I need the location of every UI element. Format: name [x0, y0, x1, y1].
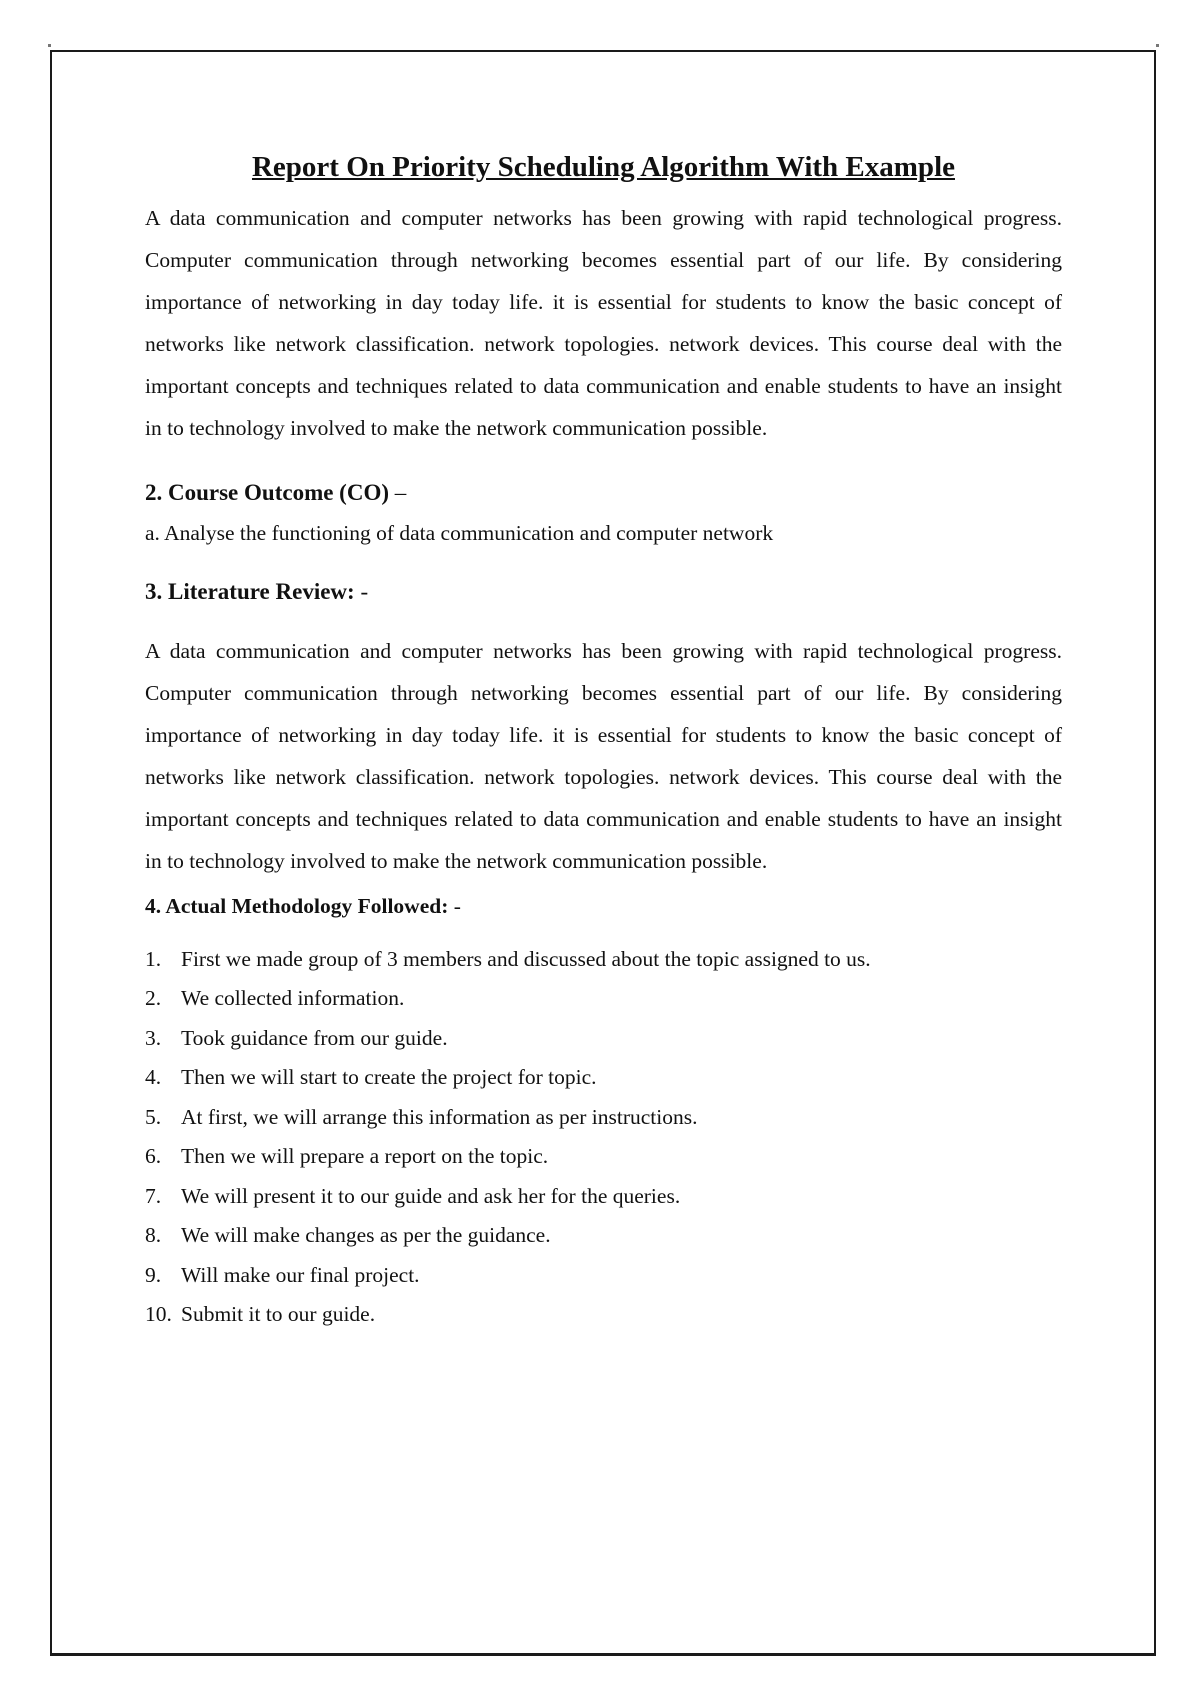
corner-mark-top-right	[1156, 44, 1159, 47]
course-outcome-heading-suffix: –	[389, 479, 407, 505]
intro-paragraph: A data communication and computer networks has been growing with rapid technological progress. Computer communication through networking becomes essential part of our life. By considering importance of networking in day today life. it is essential for students to know the basic concept of networks like network classification. network topologies. network devices. This course deal with the important concepts and techniques related to data communication and enable students to have an insight in to technology involved to make the network communication possible.	[145, 205, 1062, 440]
step-text: First we made group of 3 members and discussed about the topic assigned to us.	[181, 946, 871, 971]
step-number: 3.	[145, 1025, 162, 1050]
course-outcome-heading	[145, 479, 1062, 507]
step-text: Then we will prepare a report on the topic.	[181, 1144, 549, 1169]
step-number: 4.	[145, 1065, 162, 1090]
step-text: Then we will start to create the project for topic.	[181, 1065, 597, 1090]
methodology-step	[145, 1058, 1062, 1098]
methodology-step	[145, 940, 1062, 980]
literature-review-heading-text: 3. Literature Review:	[145, 579, 355, 605]
step-text: We will make changes as per the guidance.	[181, 1223, 551, 1248]
step-number: 1.	[145, 946, 162, 971]
step-number: 6.	[145, 1144, 162, 1169]
step-text: Submit it to our guide.	[181, 1302, 376, 1327]
methodology-step	[145, 1177, 1062, 1217]
step-number: 8.	[145, 1223, 162, 1248]
methodology-heading-text: 4. Actual Methodology Followed:	[145, 893, 449, 918]
step-text: Will make our final project.	[181, 1262, 420, 1287]
methodology-step	[145, 1098, 1062, 1138]
methodology-step	[145, 1137, 1062, 1177]
document-title: Report On Priority Scheduling Algorithm With Example	[251, 151, 955, 183]
document-body	[145, 140, 1062, 1335]
course-outcome-item: a. Analyse the functioning of data communication and computer network	[145, 521, 774, 546]
step-text: We will present it to our guide and ask her for the queries.	[181, 1183, 681, 1208]
methodology-heading-suffix: -	[448, 893, 461, 918]
literature-review-heading	[145, 578, 1062, 606]
methodology-step	[145, 979, 1062, 1019]
step-text: At first, we will arrange this information as per instructions.	[181, 1104, 698, 1129]
methodology-step	[145, 1019, 1062, 1059]
step-number: 10.	[145, 1302, 172, 1327]
course-outcome-heading-text: 2. Course Outcome (CO)	[145, 479, 390, 505]
methodology-heading	[145, 894, 1062, 920]
methodology-steps-list	[145, 940, 1062, 1335]
corner-mark-top-left	[48, 44, 51, 47]
methodology-step	[145, 1256, 1062, 1296]
step-number: 5.	[145, 1104, 162, 1129]
literature-review-heading-suffix: -	[354, 579, 369, 605]
methodology-step	[145, 1295, 1062, 1335]
literature-review-paragraph: A data communication and computer networks has been growing with rapid technological progress. Computer communication through networking becomes essential part of our life. By considering importance of networking in day today life. it is essential for students to know the basic concept of networks like network classification. network topologies. network devices. This course deal with the important concepts and techniques related to data communication and enable students to have an insight in to technology involved to make the network communication possible.	[145, 638, 1062, 873]
step-text: We collected information.	[181, 986, 405, 1011]
step-number: 2.	[145, 986, 162, 1011]
step-text: Took guidance from our guide.	[181, 1025, 448, 1050]
methodology-step	[145, 1216, 1062, 1256]
step-number: 9.	[145, 1262, 162, 1287]
step-number: 7.	[145, 1183, 162, 1208]
